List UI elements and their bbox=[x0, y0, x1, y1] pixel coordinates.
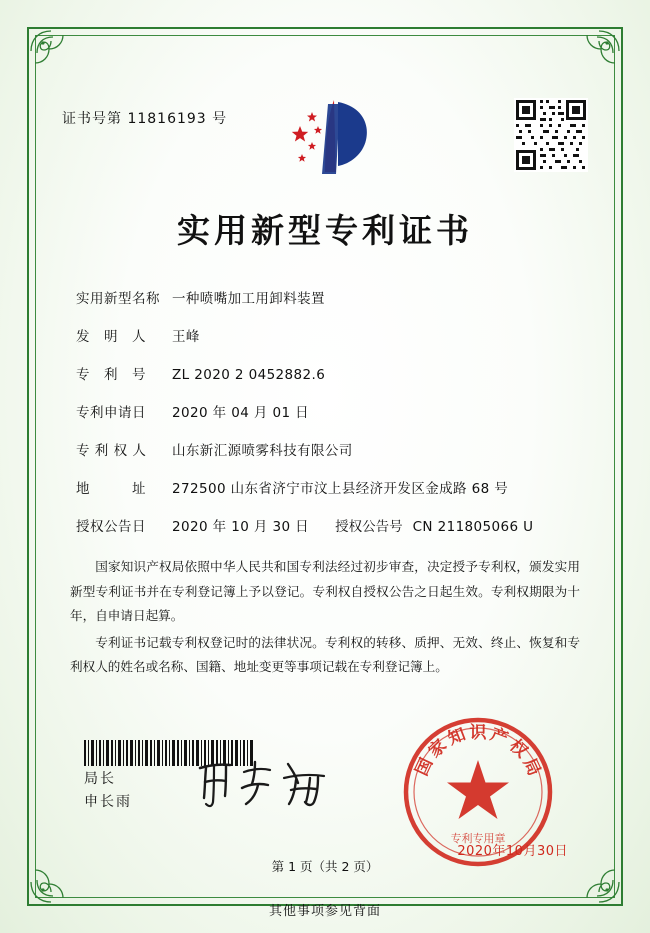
field-value: 山东新汇源喷雾科技有限公司 bbox=[172, 443, 353, 459]
field-row bbox=[76, 439, 576, 459]
field-row bbox=[76, 287, 576, 307]
field-label: 专 利 权 人 bbox=[76, 443, 147, 459]
field-label: 发 明 人 bbox=[76, 329, 146, 345]
corner-flourish-icon bbox=[563, 846, 621, 904]
legal-text bbox=[70, 555, 580, 682]
cnipa-logo-icon bbox=[278, 92, 374, 180]
svg-text:局: 局 bbox=[518, 755, 545, 779]
svg-text:专利专用章: 专利专用章 bbox=[450, 832, 506, 845]
field-row bbox=[76, 477, 576, 497]
field-value-secondary: CN 211805066 U bbox=[412, 519, 534, 535]
footnote: 其他事项参见背面 bbox=[268, 904, 381, 919]
corner-flourish-icon bbox=[29, 846, 87, 904]
svg-text:权: 权 bbox=[505, 735, 532, 762]
legal-paragraph: 专利证书记载专利权登记时的法律状况。专利权的转移、质押、无效、终止、恢复和专利权人的姓名或名称、国籍、地址变更等事项记载在专利登记簿上。 bbox=[70, 634, 580, 675]
qr-code-icon bbox=[514, 98, 588, 172]
corner-flourish-icon bbox=[563, 29, 621, 87]
svg-text:家: 家 bbox=[424, 735, 451, 762]
certificate-fields bbox=[76, 287, 576, 553]
field-value: ZL 2020 2 0452882.6 bbox=[172, 367, 326, 383]
seal-date: 2020年10月30日 bbox=[457, 844, 568, 859]
svg-text:识: 识 bbox=[469, 723, 487, 743]
certificate-number: 证书号第 11816193 号 bbox=[62, 111, 228, 127]
signature-role-label: 局长 bbox=[84, 771, 116, 787]
field-row bbox=[76, 401, 576, 421]
field-label-secondary: 授权公告号 bbox=[335, 519, 403, 535]
field-value: 272500 山东省济宁市汶上县经济开发区金成路 68 号 bbox=[172, 481, 509, 497]
field-label: 授权公告日 bbox=[76, 519, 146, 535]
field-value: 2020 年 04 月 01 日 bbox=[172, 405, 310, 421]
field-label: 地 址 bbox=[76, 481, 146, 497]
field-label: 专 利 号 bbox=[76, 367, 146, 383]
field-value: 2020 年 10 月 30 日 bbox=[172, 519, 310, 535]
svg-text:产: 产 bbox=[487, 724, 511, 750]
signature-block bbox=[84, 768, 132, 814]
field-value: 王峰 bbox=[172, 329, 200, 345]
signature-name: 申长雨 bbox=[84, 794, 132, 811]
page-indicator: 第 1 页（共 2 页） bbox=[271, 859, 379, 874]
field-label: 专利申请日 bbox=[76, 405, 146, 421]
legal-paragraph: 国家知识产权局依照中华人民共和国专利法经过初步审查，决定授予专利权，颁发实用新型专利证书并在专利登记簿上予以登记。专利权自授权公告之日起生效。专利权期限为十年，自申请日起算。 bbox=[70, 559, 580, 624]
handwritten-signature-icon bbox=[192, 752, 342, 812]
field-value: 一种喷嘴加工用卸料装置 bbox=[172, 291, 325, 307]
field-row bbox=[76, 363, 576, 383]
page-title: 实用新型专利证书 bbox=[177, 211, 473, 250]
field-row bbox=[76, 325, 576, 345]
field-label: 实用新型名称 bbox=[76, 291, 160, 307]
svg-text:国: 国 bbox=[411, 755, 438, 779]
svg-text:知: 知 bbox=[445, 724, 469, 750]
field-row-authorization bbox=[76, 515, 576, 535]
corner-flourish-icon bbox=[29, 29, 87, 87]
